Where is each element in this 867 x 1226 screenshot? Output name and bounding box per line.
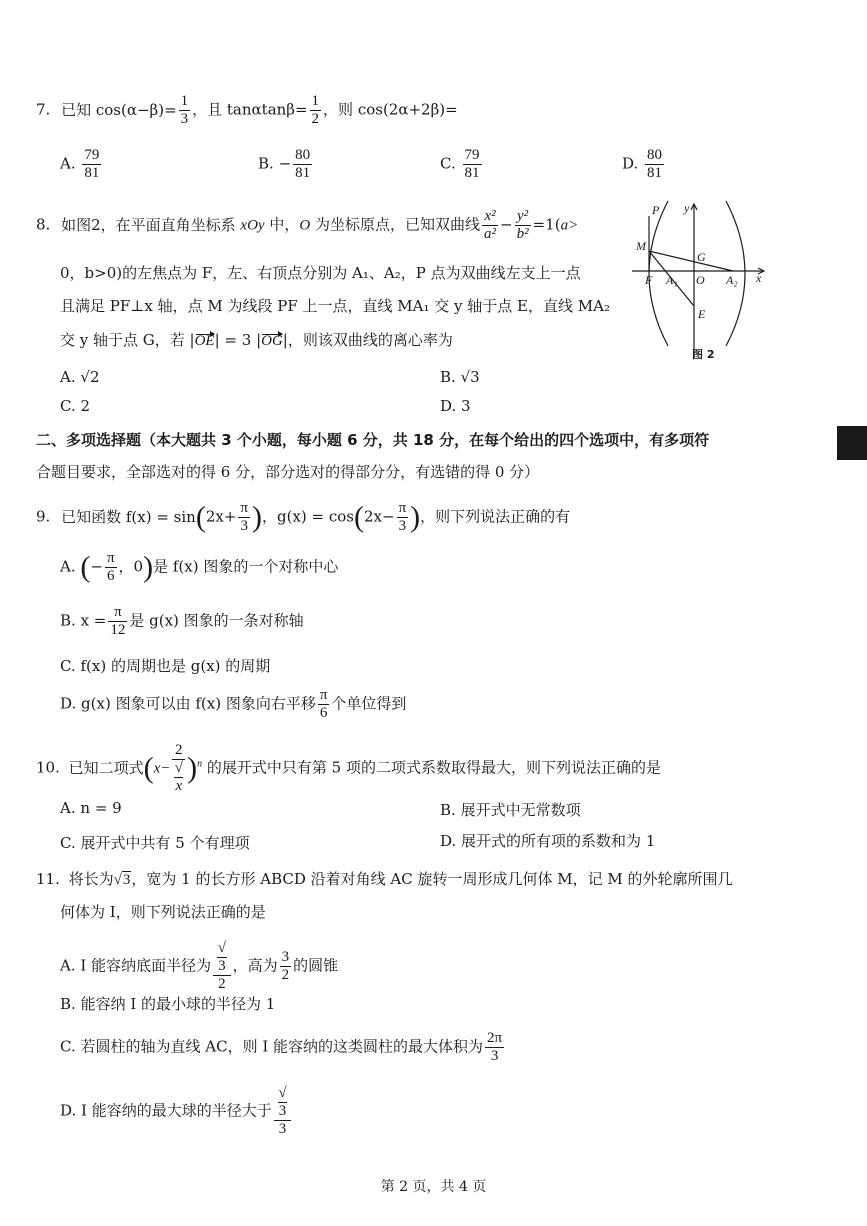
q7-text-a: 已知 cos(α−β)= <box>61 100 177 119</box>
q9-option-d: D. g(x) 图象可以由 f(x) 图象向右平移 $\frac{\pi}{6}$ 个单位得到 <box>60 687 407 721</box>
label-y: y <box>684 201 690 215</box>
q7-frac-1: $\frac{1}{3}$ <box>180 93 189 127</box>
q10-option-b: B. 展开式中无常数项 <box>440 801 581 819</box>
label-m: M <box>636 239 646 253</box>
q7-option-c: C. $\frac{79}{81}$ <box>440 147 480 181</box>
q11-option-d: D. I 能容纳的最大球的半径大于 √ 3 3 <box>60 1085 293 1138</box>
q8-option-c: C. 2 <box>60 397 91 415</box>
q11-line-2: 何体为 I，则下列说法正确的是 <box>60 903 266 921</box>
q7-frac-2: $\frac{1}{2}$ <box>311 93 320 127</box>
line-ma2 <box>649 251 733 271</box>
q8-line-2: 0，b>0)的左焦点为 F，左、右顶点分别为 A₁、A₂，P 点为双曲线左支上一点 <box>60 264 581 282</box>
label-o: O <box>696 273 705 287</box>
q10-option-c: C. 展开式中共有 5 个有理项 <box>60 834 250 852</box>
q8-line-3: 且满足 PF⊥x 轴，点 M 为线段 PF 上一点，直线 MA₁ 交 y 轴于点 E，直线 MA₂ <box>60 297 610 315</box>
section-2-line-2: 合题目要求，全部选对的得 6 分，部分选对的得部分分，有选错的得 0 分） <box>36 463 540 481</box>
q8-line-4: 交 y 轴于点 G，若 |OE| = 3 |OG|，则该双曲线的离心率为 <box>60 331 453 349</box>
q11-option-a: A. I 能容纳底面半径为 √ 3 2 ，高为 $\frac{3}{2}$ 的圆锥 <box>60 940 339 992</box>
q9-stem: 9. 已知函数 f(x) = sin(2x+ $\frac{\pi}{3}$ )，g(x) = cos(2x− $\frac{\pi}{3}$ )，则下列说法正确的有 <box>36 500 571 534</box>
label-f: F <box>645 273 653 287</box>
label-a2: A₂ <box>726 273 738 287</box>
q9-option-a: A. (− $\frac{\pi}{6}$ ，0)是 f(x) 图象的一个对称中心 <box>60 550 339 584</box>
q10-stem: 10. 已知二项式(x− 2 √ x )$^n$ 的展开式中只有第 5 项的二项式系数取得最大，则下列说法正确的是 <box>36 742 661 794</box>
q10-option-d: D. 展开式的所有项的系数和为 1 <box>440 832 656 850</box>
label-p: P <box>652 203 660 217</box>
label-a1: A₁ <box>666 273 678 287</box>
q10-option-a: A. n = 9 <box>60 799 122 817</box>
q7-number: 7. <box>36 100 51 119</box>
section-2-heading: 二、多项选择题（本大题共 3 个小题，每小题 6 分，共 18 分，在每个给出的四个选项中，有多项符 <box>36 431 710 449</box>
q7-option-d: D. $\frac{80}{81}$ <box>622 147 663 181</box>
q8-option-b: B. √3 <box>440 368 480 386</box>
q9-option-b: B. x = $\frac{\pi}{12}$ 是 g(x) 图象的一条对称轴 <box>60 604 304 638</box>
q9-option-c: C. f(x) 的周期也是 g(x) 的周期 <box>60 657 271 675</box>
q8-option-a: A. √2 <box>60 368 100 386</box>
label-g: G <box>697 250 706 264</box>
q7-text-b: ，且 tanαtanβ= <box>192 100 308 119</box>
q8-line-1: 8. 如图2，在平面直角坐标系 xOy 中，O 为坐标原点，已知双曲线 $\frac{\text{x²}}{\text{a²}}$ − $\frac{\text{y²}}{\text{b²}}$ =1(a> <box>36 208 579 242</box>
q7-text-c: ，则 cos(2α+2β)= <box>323 100 458 119</box>
q8-option-d: D. 3 <box>440 397 471 415</box>
q11-option-c: C. 若圆柱的轴为直线 AC，则 I 能容纳的这类圆柱的最大体积为 $\frac{2\pi}{3}$ <box>60 1030 503 1064</box>
label-e: E <box>698 307 706 321</box>
q7-option-a: A. $\frac{79}{81}$ <box>60 147 100 181</box>
q11-line-1: 11. 将长为√3，宽为 1 的长方形 ABCD 沿着对角线 AC 旋转一周形成几何体 M，记 M 的外轮廓所围几 <box>36 870 733 888</box>
q7-option-b: B. − $\frac{80}{81}$ <box>258 147 311 181</box>
q7-stem <box>36 93 458 128</box>
edge-tab-marker <box>837 426 867 460</box>
q11-option-b: B. 能容纳 I 的最小球的半径为 1 <box>60 995 276 1013</box>
figure-caption: 图 2 <box>692 348 715 361</box>
label-x: x <box>756 271 762 285</box>
page-footer: 第 2 页，共 4 页 <box>380 1179 487 1195</box>
figure-2-hyperbola <box>630 196 770 376</box>
